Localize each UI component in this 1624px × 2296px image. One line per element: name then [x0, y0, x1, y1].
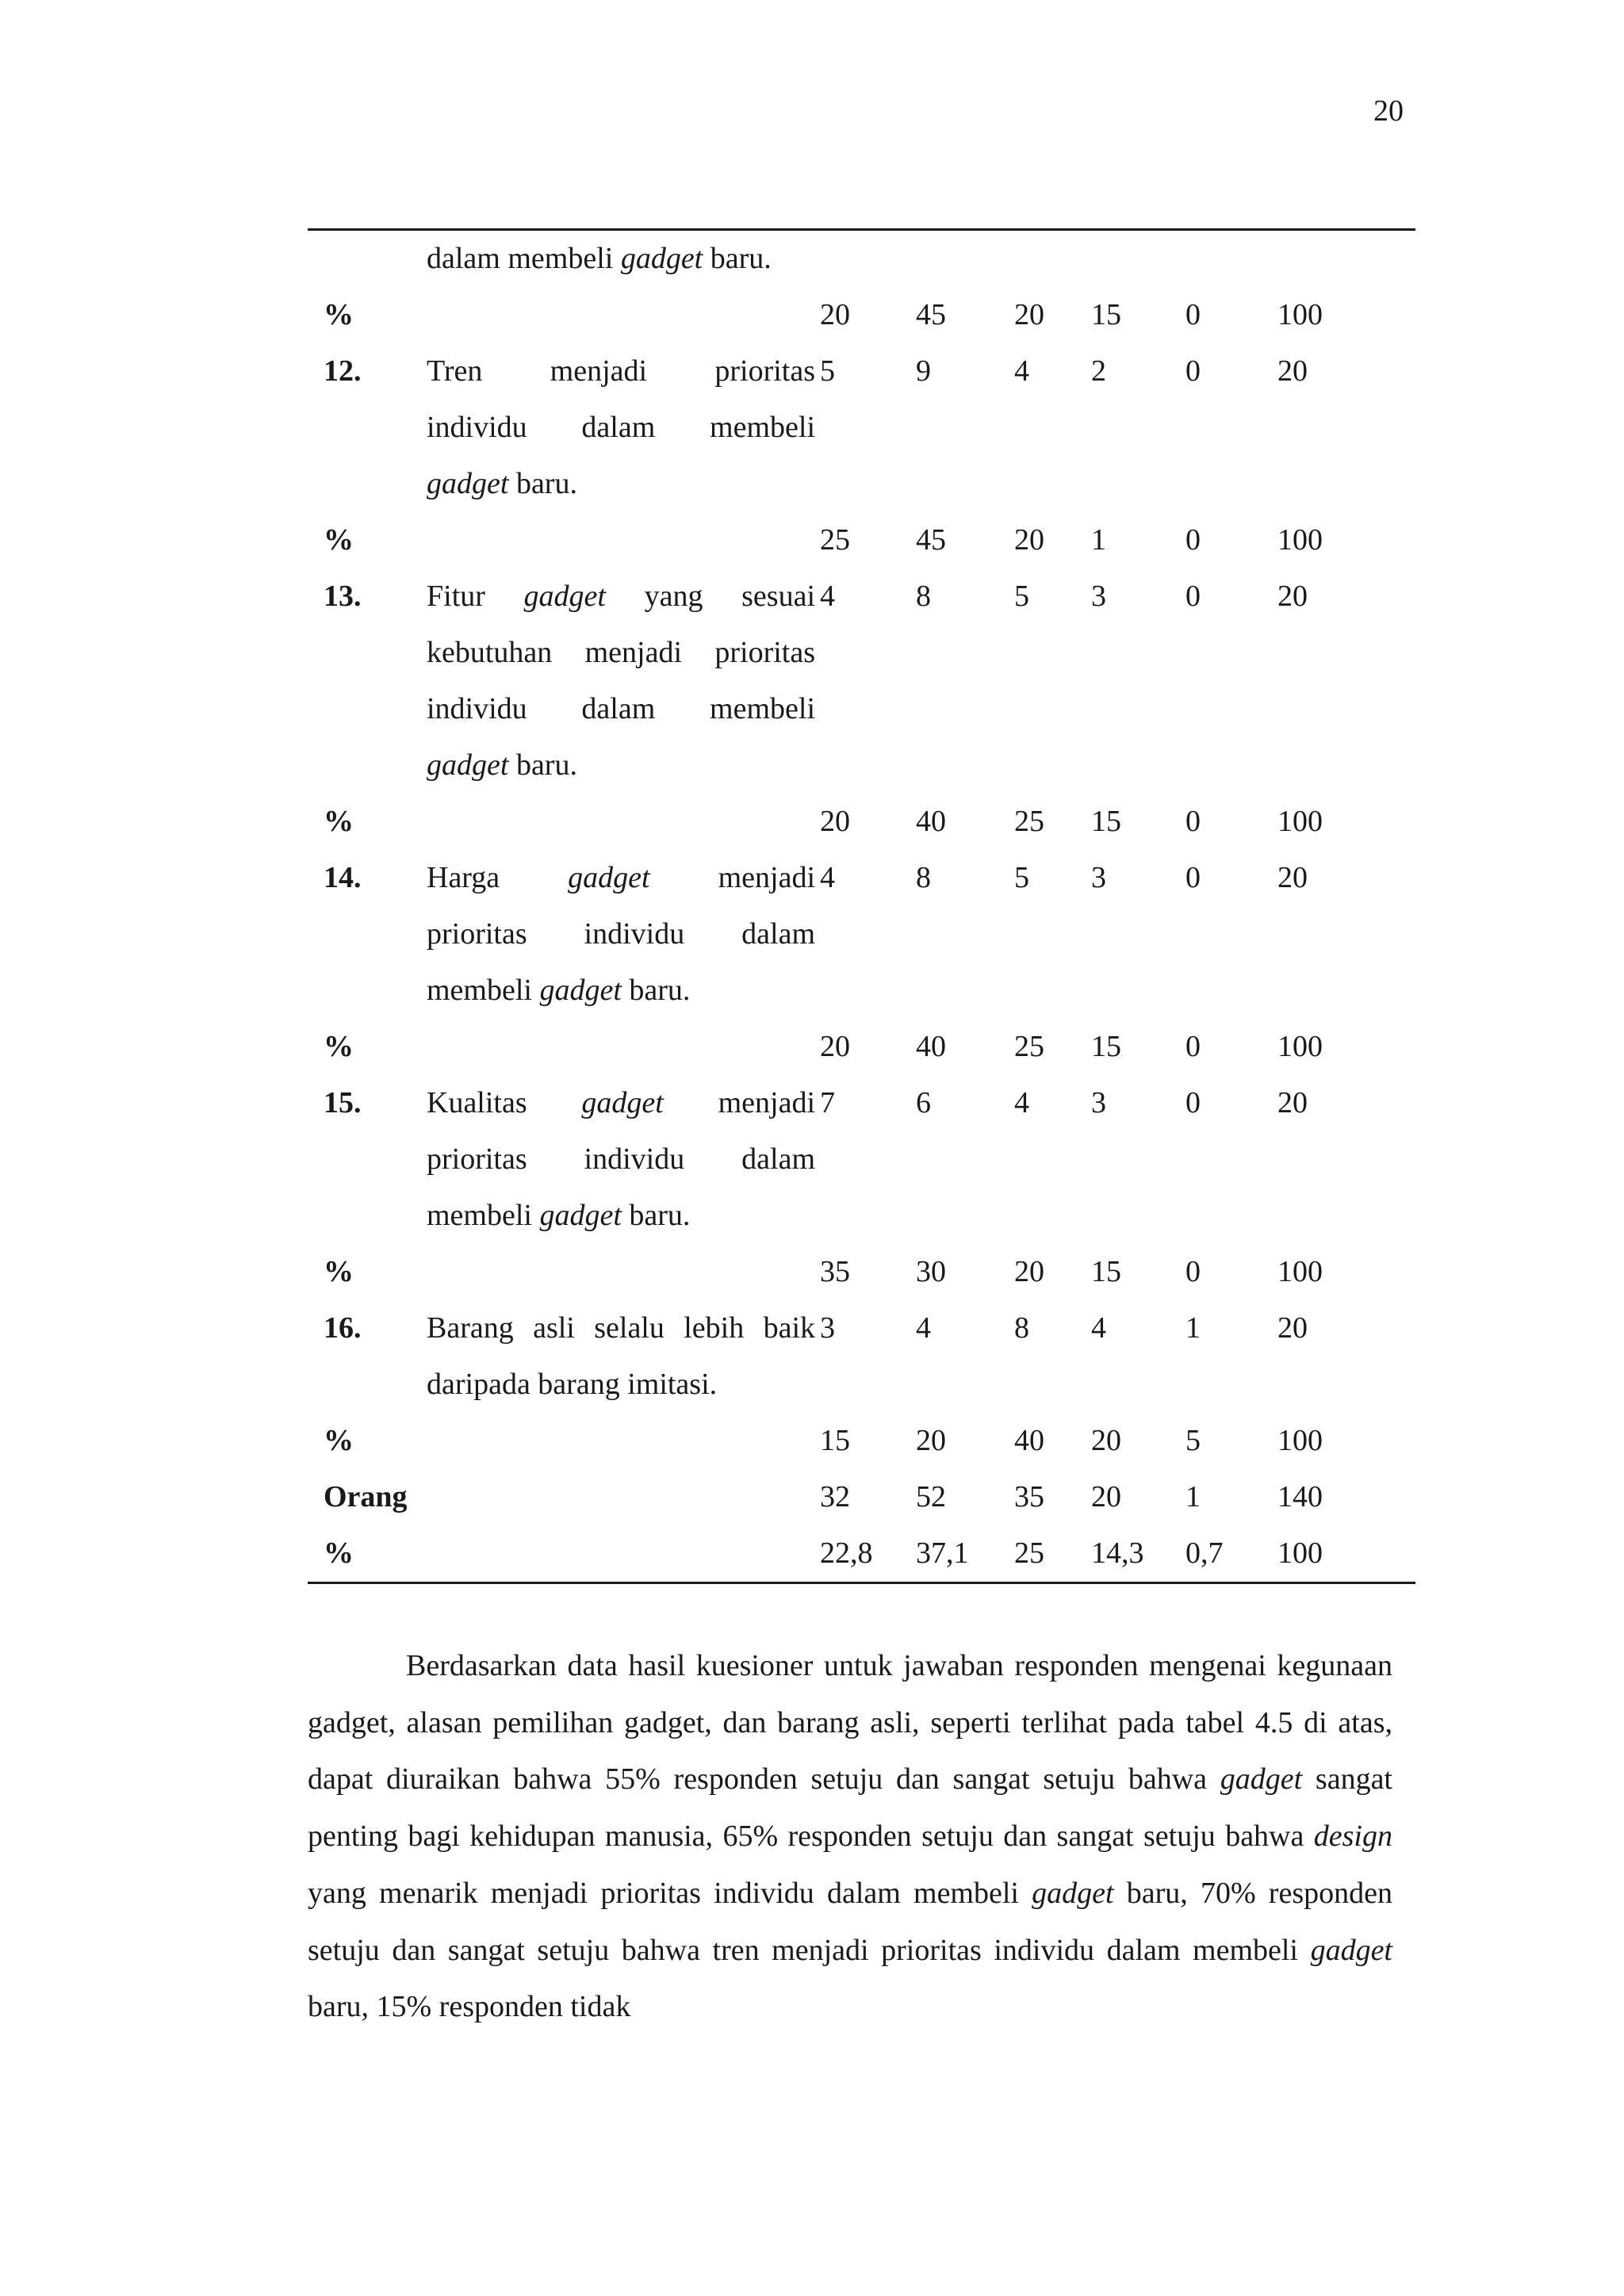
row-label: %: [324, 1424, 354, 1457]
row-label: %: [324, 1536, 354, 1570]
value-cell: 8: [916, 580, 931, 613]
value-cell: 22,8: [820, 1536, 873, 1570]
value-cell: 2: [1091, 354, 1106, 388]
value-cell: 100: [1277, 1030, 1323, 1063]
value-cell: 5: [1185, 1424, 1201, 1457]
statement-line: [427, 737, 815, 794]
text-run: individu dalam membeli: [427, 692, 815, 725]
text-run: yang menarik menjadi prioritas individu dalam membeli: [308, 1876, 1032, 1910]
value-cell: 1: [1185, 1311, 1201, 1345]
value-cell: 25: [1014, 805, 1044, 838]
statement-cell: [427, 1469, 815, 1525]
table-row-total: [308, 1469, 1415, 1525]
italic-term: gadget: [539, 974, 622, 1007]
value-cell: 0: [1185, 354, 1201, 388]
table-row-pct: [308, 1525, 1415, 1582]
row-label: [308, 231, 427, 287]
value-cell: 20: [1014, 298, 1044, 331]
statement-cell: [427, 568, 815, 794]
row-label: %: [324, 298, 354, 331]
text-run: Fitur: [427, 580, 524, 613]
value-cell: 4: [916, 1311, 931, 1345]
value-cell: 0,7: [1185, 1536, 1224, 1570]
text-run: baru.: [703, 242, 772, 275]
value-cell: 3: [1091, 580, 1106, 613]
italic-term: gadget: [1220, 1762, 1303, 1797]
value-cell: 20: [1277, 354, 1308, 388]
body-paragraph: [308, 1638, 1392, 2036]
value-cell: 0: [1185, 1255, 1201, 1288]
text-run: prioritas individu dalam: [427, 1142, 815, 1176]
value-cell: 140: [1277, 1480, 1323, 1513]
row-label: 13.: [324, 580, 362, 613]
table-row-pct: [308, 1019, 1415, 1075]
value-cell: 20: [820, 298, 850, 331]
statement-cell: [427, 850, 815, 1019]
statement-line: [427, 962, 815, 1019]
value-cell: [1185, 231, 1277, 287]
table-row-pct: [308, 512, 1415, 568]
statement-cell: [427, 1019, 815, 1075]
value-cell: 40: [1014, 1424, 1044, 1457]
value-cell: 0: [1185, 1086, 1201, 1119]
italic-term: gadget: [539, 1199, 622, 1232]
data-table: [308, 228, 1415, 1584]
table-row-cont: [308, 231, 1415, 287]
value-cell: 0: [1185, 523, 1201, 557]
italic-term: gadget: [581, 1086, 664, 1119]
table-row-item: [308, 1300, 1415, 1413]
value-cell: 15: [1091, 1255, 1121, 1288]
statement-line: [427, 1188, 815, 1244]
value-cell: 9: [916, 354, 931, 388]
text-run: yang sesuai: [605, 580, 815, 613]
statement-line: [427, 456, 815, 512]
page-number: 20: [1373, 94, 1404, 128]
text-run: sangat penting bagi kehidupan manusia, 65% responden setuju dan sangat setuju bahwa: [308, 1762, 1392, 1854]
statement-cell: [427, 287, 815, 343]
text-run: baru.: [621, 974, 691, 1007]
value-cell: 0: [1185, 861, 1201, 894]
value-cell: 20: [916, 1424, 946, 1457]
text-run: Kualitas: [427, 1086, 582, 1119]
statement-cell: [427, 1244, 815, 1300]
value-cell: 100: [1277, 1536, 1323, 1570]
value-cell: 37,1: [916, 1536, 969, 1570]
statement-cell: [427, 343, 815, 512]
text-run: baru.: [508, 467, 577, 500]
table-row-item: [308, 850, 1415, 1019]
value-cell: 20: [1277, 1311, 1308, 1345]
value-cell: 40: [916, 1030, 946, 1063]
row-label: %: [324, 523, 354, 557]
value-cell: 5: [1014, 861, 1029, 894]
statement-line: [427, 568, 815, 625]
text-run: daripada barang imitasi.: [427, 1368, 718, 1401]
value-cell: 4: [1014, 354, 1029, 388]
text-run: menjadi: [649, 861, 815, 894]
value-cell: 20: [1277, 580, 1308, 613]
statement-line: [427, 850, 815, 906]
text-run: menjadi: [663, 1086, 816, 1119]
value-cell: 35: [1014, 1480, 1044, 1513]
statement-line: [427, 1300, 815, 1357]
value-cell: [1091, 231, 1185, 287]
value-cell: 8: [1014, 1311, 1029, 1345]
row-label: 14.: [324, 861, 362, 894]
statement-cell: [427, 1300, 815, 1413]
statement-line: [427, 231, 815, 287]
value-cell: 4: [820, 861, 835, 894]
italic-term: design: [1313, 1820, 1392, 1854]
italic-term: gadget: [1032, 1876, 1114, 1910]
value-cell: 45: [916, 298, 946, 331]
row-label: Orang: [324, 1480, 408, 1513]
italic-term: gadget: [1310, 1933, 1392, 1967]
italic-term: gadget: [427, 467, 509, 500]
text-run: baru, 15% responden tidak: [308, 1990, 631, 2024]
value-cell: 15: [1091, 1030, 1121, 1063]
row-label: 16.: [324, 1311, 362, 1345]
value-cell: 5: [1014, 580, 1029, 613]
value-cell: 100: [1277, 298, 1323, 331]
statement-cell: [427, 1413, 815, 1469]
text-run: membeli: [427, 974, 540, 1007]
statement-cell: [427, 794, 815, 850]
table-row-pct: [308, 1413, 1415, 1469]
value-cell: 6: [916, 1086, 931, 1119]
text-run: Barang asli selalu lebih baik: [427, 1311, 815, 1345]
statement-line: [427, 1131, 815, 1188]
value-cell: 20: [1091, 1480, 1121, 1513]
value-cell: 3: [1091, 1086, 1106, 1119]
italic-term: gadget: [523, 580, 606, 613]
value-cell: [815, 231, 916, 287]
table-row-pct: [308, 1244, 1415, 1300]
text-run: Berdasarkan data hasil kuesioner untuk jawaban responden mengenai kegunaan gadget, alasan pemilihan gadget, dan barang asli, seperti terlihat pada tabel 4.5 di atas, dapat diuraikan bahwa 55% responden setuju dan sangat setuju bahwa: [308, 1649, 1392, 1797]
value-cell: 35: [820, 1255, 850, 1288]
table-row-item: [308, 1075, 1415, 1244]
table-body: [308, 231, 1415, 1582]
value-cell: 52: [916, 1480, 946, 1513]
table-row-item: [308, 568, 1415, 794]
table-row-item: [308, 343, 1415, 512]
text-run: individu dalam membeli: [427, 411, 815, 444]
value-cell: 100: [1277, 805, 1323, 838]
statement-line: [427, 1357, 815, 1413]
value-cell: 20: [1014, 1255, 1044, 1288]
value-cell: 4: [1014, 1086, 1029, 1119]
value-cell: 20: [1014, 523, 1044, 557]
value-cell: 20: [820, 1030, 850, 1063]
value-cell: 25: [820, 523, 850, 557]
value-cell: 0: [1185, 805, 1201, 838]
value-cell: 0: [1185, 1030, 1201, 1063]
text-run: membeli: [427, 1199, 540, 1232]
statement-line: [427, 906, 815, 962]
statement-line: [427, 400, 815, 456]
statement-line: [427, 1075, 815, 1131]
value-cell: [916, 231, 1014, 287]
value-cell: 7: [820, 1086, 835, 1119]
row-label: %: [324, 1255, 354, 1288]
value-cell: 8: [916, 861, 931, 894]
text-run: prioritas individu dalam: [427, 917, 815, 951]
value-cell: 1: [1185, 1480, 1201, 1513]
row-label: %: [324, 1030, 354, 1063]
value-cell: 45: [916, 523, 946, 557]
italic-term: gadget: [568, 861, 650, 894]
text-run: baru, 70% responden setuju dan sangat setuju bahwa tren menjadi prioritas individu dalam membeli: [308, 1876, 1392, 1967]
value-cell: 30: [916, 1255, 946, 1288]
value-cell: 25: [1014, 1536, 1044, 1570]
value-cell: 5: [820, 354, 835, 388]
text-run: Harga: [427, 861, 569, 894]
text-run: baru.: [508, 748, 577, 782]
row-label: 15.: [324, 1086, 362, 1119]
value-cell: 100: [1277, 523, 1323, 557]
value-cell: 0: [1185, 298, 1201, 331]
text-run: dalam membeli: [427, 242, 621, 275]
value-cell: 20: [1091, 1424, 1121, 1457]
value-cell: 25: [1014, 1030, 1044, 1063]
value-cell: 100: [1277, 1424, 1323, 1457]
value-cell: 32: [820, 1480, 850, 1513]
value-cell: [1014, 231, 1091, 287]
value-cell: 15: [1091, 298, 1121, 331]
value-cell: 100: [1277, 1255, 1323, 1288]
value-cell: 3: [820, 1311, 835, 1345]
statement-cell: [427, 1075, 815, 1244]
statement-line: [427, 681, 815, 737]
row-label: 12.: [324, 354, 362, 388]
value-cell: 4: [1091, 1311, 1106, 1345]
value-cell: 40: [916, 805, 946, 838]
value-cell: 0: [1185, 580, 1201, 613]
statement-cell: [427, 512, 815, 568]
value-cell: 1: [1091, 523, 1106, 557]
statement-line: [427, 625, 815, 681]
paragraph-text: [308, 1649, 1392, 2023]
table-row-pct: [308, 794, 1415, 850]
value-cell: 20: [820, 805, 850, 838]
italic-term: gadget: [427, 748, 509, 782]
row-label: %: [324, 805, 354, 838]
italic-term: gadget: [620, 242, 703, 275]
value-cell: 4: [820, 580, 835, 613]
value-cell: 3: [1091, 861, 1106, 894]
value-cell: [1277, 231, 1415, 287]
statement-cell: [427, 1525, 815, 1582]
value-cell: 20: [1277, 861, 1308, 894]
text-run: baru.: [621, 1199, 691, 1232]
text-run: Tren menjadi prioritas: [427, 354, 815, 388]
table-row-pct: [308, 287, 1415, 343]
value-cell: 15: [820, 1424, 850, 1457]
text-run: kebutuhan menjadi prioritas: [427, 636, 815, 669]
statement-cell: [427, 231, 815, 287]
value-cell: 14,3: [1091, 1536, 1144, 1570]
value-cell: 15: [1091, 805, 1121, 838]
statement-line: [427, 343, 815, 400]
value-cell: 20: [1277, 1086, 1308, 1119]
